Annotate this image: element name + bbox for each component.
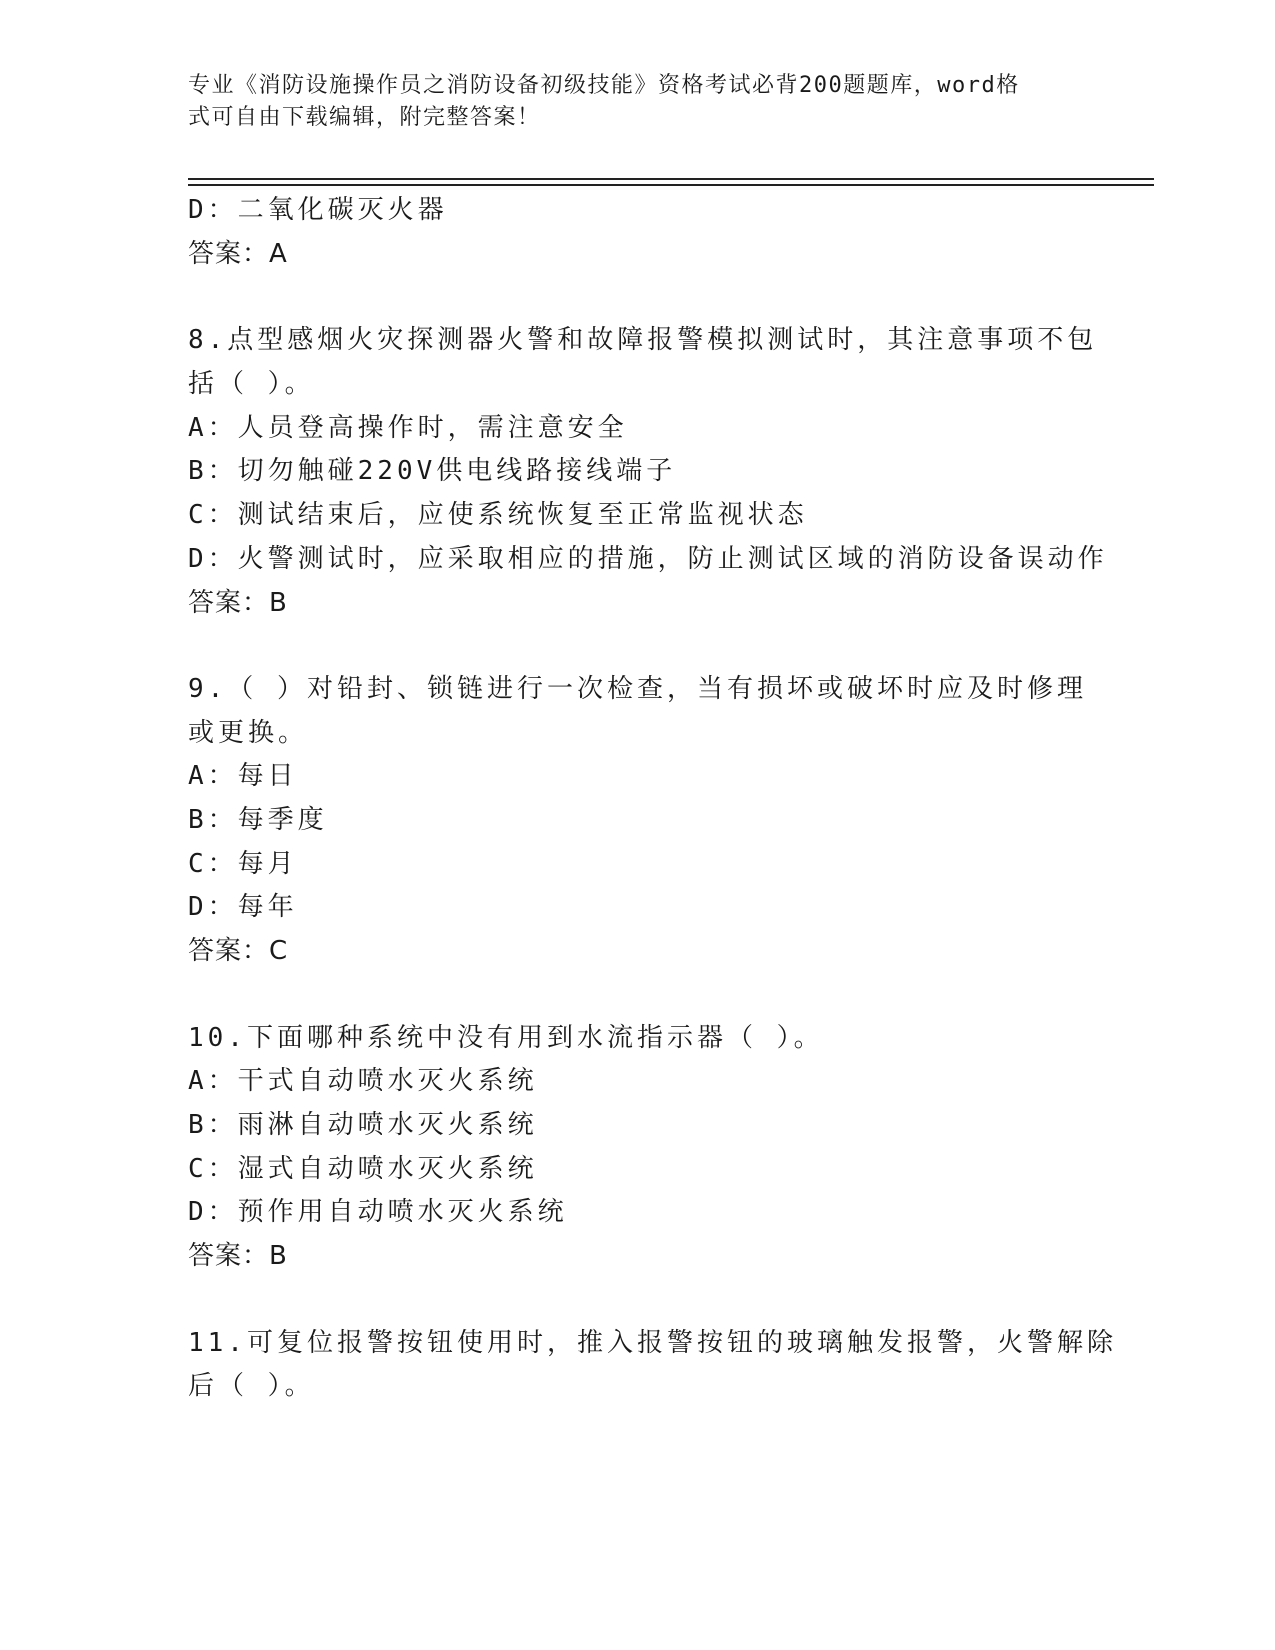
header-divider-top — [188, 178, 1154, 180]
q9-option-d: D：每年 — [188, 892, 298, 922]
header-divider-bottom — [188, 184, 1154, 186]
q10-stem-line-1: 10.下面哪种系统中没有用到水流指示器（ ）。 — [188, 1023, 824, 1053]
q10-option-a: A：干式自动喷水灭火系统 — [188, 1066, 538, 1096]
document-header — [188, 70, 1068, 134]
q8-answer: 答案：B — [188, 588, 288, 618]
q8-option-a: A：人员登高操作时，需注意安全 — [188, 413, 628, 443]
q9-stem-line-2: 或更换。 — [188, 718, 309, 748]
q11-stem-line-1: 11.可复位报警按钮使用时，推入报警按钮的玻璃触发报警，火警解除 — [188, 1328, 1117, 1358]
q8-stem-line-2: 括（ ）。 — [188, 369, 315, 399]
q9-stem-line-1: 9.（ ）对铅封、锁链进行一次检查，当有损坏或破坏时应及时修理 — [188, 674, 1087, 704]
q10-option-b: B：雨淋自动喷水灭火系统 — [188, 1110, 538, 1140]
q10-option-d: D：预作用自动喷水灭火系统 — [188, 1197, 568, 1227]
q11-stem-line-2: 后（ ）。 — [188, 1371, 315, 1401]
q9-option-a: A：每日 — [188, 761, 298, 791]
header-line-2: 式可自由下载编辑，附完整答案！ — [188, 105, 541, 130]
q8-option-c: C：测试结束后，应使系统恢复至正常监视状态 — [188, 500, 808, 530]
q9-option-c: C：每月 — [188, 849, 298, 879]
q8-option-b: B：切勿触碰220V供电线路接线端子 — [188, 456, 677, 486]
q10-option-c: C：湿式自动喷水灭火系统 — [188, 1154, 538, 1184]
q7-answer: 答案：A — [188, 239, 288, 269]
q10-answer: 答案：B — [188, 1241, 288, 1271]
q7-option-d: D：二氧化碳灭火器 — [188, 195, 448, 225]
q8-stem-line-1: 8.点型感烟火灾探测器火警和故障报警模拟测试时，其注意事项不包 — [188, 325, 1098, 355]
header-line-1: 专业《消防设施操作员之消防设备初级技能》资格考试必背200题题库，word格 — [188, 73, 1020, 98]
q8-option-d: D：火警测试时，应采取相应的措施，防止测试区域的消防设备误动作 — [188, 544, 1108, 574]
q9-option-b: B：每季度 — [188, 805, 328, 835]
q9-answer: 答案：C — [188, 936, 289, 966]
